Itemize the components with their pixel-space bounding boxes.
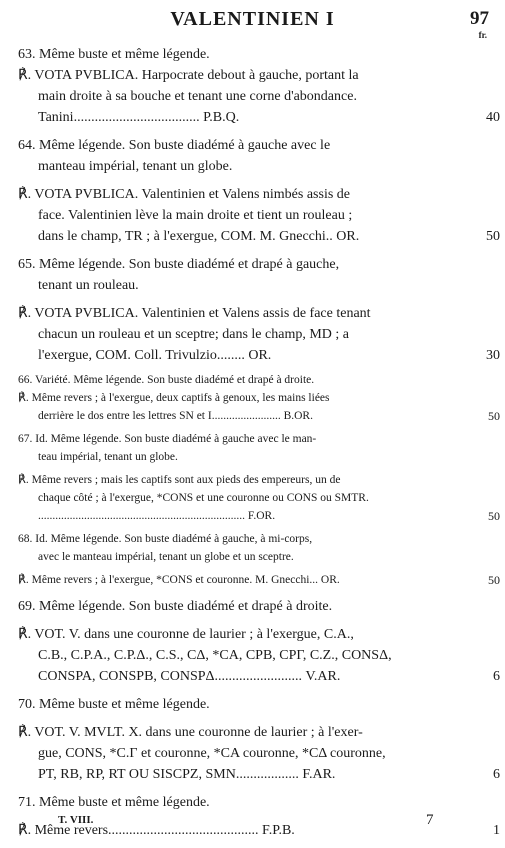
entry-line [18,371,450,389]
entry-line-text: ℟. VOT. V. MVLT. X. dans une couronne de laurier ; à l'exer- [18,725,363,740]
page-title: VALENTINIEN I [170,8,335,30]
entry-line [18,275,450,296]
price-unit-label: fr. [478,30,487,40]
entry-line-text: main droite à sa bouche et tenant une corne d'abondance. [38,89,357,104]
entry-line-text: ℟. Même revers ; à l'exergue, deux captifs à genoux, les mains liées [18,392,330,404]
entry-line-text: ℟. Même revers ; à l'exergue, *CONS et couronne. M. Gnecchi... OR. [18,574,340,586]
entry-line-text: ........................................................................ F.OR. [38,510,276,522]
entry-line-text: Tanini.................................... P.B.Q. [38,110,240,125]
entry-line [18,135,450,156]
entry-line [18,666,500,687]
entry-line [18,530,450,548]
entry-line [18,345,500,366]
entry-line [18,471,450,489]
entry-line-text: CONSPA, CONSPB, CONSPΔ......................... V.AR. [38,669,341,684]
entry-line-text: face. Valentinien lève la main droite et tient un rouleau ; [38,208,353,223]
catalog-entry [18,430,450,466]
page-footer [0,812,505,836]
entry-line [18,571,500,589]
entry-line-text: ℟. Même revers ; mais les captifs sont aux pieds des empereurs, un de [18,474,341,486]
signature-mark: 7 [426,812,434,828]
entry-line-text: teau impérial, tenant un globe. [38,451,178,463]
catalog-entry [18,694,450,715]
entry-line-text: 68. Id. Même légende. Son buste diadémé à gauche, à mi-corps, [18,533,313,545]
entry-line [18,645,450,666]
price-value: 40 [486,110,500,125]
catalog-entry [18,792,450,813]
catalog-entry [18,722,500,785]
entry-line [18,624,450,645]
entry-line [18,107,500,128]
price-value: 50 [488,409,500,423]
entry-line-text: PT, RB, RP, RT OU SISCPZ, SMN.................. F.AR. [38,767,336,782]
entry-line [18,792,450,813]
entry-line-text: 70. Même buste et même légende. [18,697,210,712]
entry-line [18,448,450,466]
entry-line [18,507,500,525]
entry-line [18,65,450,86]
price-value: 6 [493,767,500,782]
entry-line-text: manteau impérial, tenant un globe. [38,159,233,174]
catalog-entries [18,44,500,848]
catalog-entry [18,571,500,589]
entry-line [18,254,450,275]
entry-line [18,596,450,617]
entry-line-text: ℟. Même revers........................................... F.P.B. [18,823,295,838]
entry-line [18,430,450,448]
entry-line-text: 66. Variété. Même légende. Son buste diadémé et drapé à droite. [18,374,315,386]
entry-line-text: 67. Id. Même légende. Son buste diadémé à gauche avec le man- [18,433,317,445]
catalog-entry [18,371,500,425]
entry-line-text: dans le champ, TR ; à l'exergue, COM. M. Gnecchi.. OR. [38,229,360,244]
catalog-entry [18,303,500,366]
entry-line [18,548,450,566]
entry-line [18,389,450,407]
entry-line-text: 69. Même légende. Son buste diadémé et drapé à droite. [18,599,333,614]
entry-line [18,764,500,785]
entry-line-text: ℟. VOTA PVBLICA. Valentinien et Valens nimbés assis de [18,187,350,202]
entry-line-text: tenant un rouleau. [38,278,139,293]
price-value: 50 [488,573,500,587]
entry-line-text: chaque côté ; à l'exergue, *CONS et une couronne ou CONS ou SMTR. [38,492,369,504]
price-value: 50 [488,509,500,523]
entry-line-text: 64. Même légende. Son buste diadémé à gauche avec le [18,138,331,153]
catalog-entry [18,135,450,177]
price-value: 30 [486,348,500,363]
entry-line [18,303,450,324]
page-header [0,6,505,38]
entry-line-text: l'exergue, COM. Coll. Trivulzio........ OR. [38,348,272,363]
catalog-entry [18,624,500,687]
entry-line [18,205,450,226]
entry-line [18,226,500,247]
entry-line [18,184,450,205]
entry-line [18,324,450,345]
catalog-entry [18,596,450,617]
entry-line [18,407,500,425]
catalog-entry [18,254,450,296]
volume-label: T. VIII. [58,814,94,826]
catalog-entry [18,44,500,128]
entry-line-text: derrière le dos entre les lettres SN et I........................ B.OR. [38,410,313,422]
entry-line-text: 65. Même légende. Son buste diadémé et drapé à gauche, [18,257,340,272]
entry-line [18,489,450,507]
entry-line [18,722,450,743]
entry-line [18,743,450,764]
entry-line-text: ℟. VOTA PVBLICA. Valentinien et Valens assis de face tenant [18,306,371,321]
price-value: 50 [486,229,500,244]
entry-line [18,86,450,107]
entry-line-text: gue, CONS, *C.Γ et couronne, *CA couronne, *CΔ couronne, [38,746,386,761]
entry-line-text: 63. Même buste et même légende. [18,47,210,62]
entry-line [18,694,450,715]
entry-line [18,156,450,177]
page-number: 97 [470,8,489,29]
catalog-entry [18,471,500,525]
entry-line-text: C.B., C.P.A., C.P.Δ., C.S., CΔ, *CA, CPB, CPΓ, C.Z., CONSΔ, [38,648,392,663]
catalog-entry [18,530,450,566]
entry-line [18,44,450,65]
entry-line-text: chacun un rouleau et un sceptre; dans le champ, MD ; a [38,327,350,342]
price-value: 6 [493,669,500,684]
entry-line-text: ℟. VOT. V. dans une couronne de laurier ; à l'exergue, C.A., [18,627,354,642]
price-value: 1 [493,823,500,838]
entry-line-text: ℟. VOTA PVBLICA. Harpocrate debout à gauche, portant la [18,68,359,83]
entry-line-text: 71. Même buste et même légende. [18,795,210,810]
catalog-entry [18,184,500,247]
entry-line-text: avec le manteau impérial, tenant un globe et un sceptre. [38,551,294,563]
